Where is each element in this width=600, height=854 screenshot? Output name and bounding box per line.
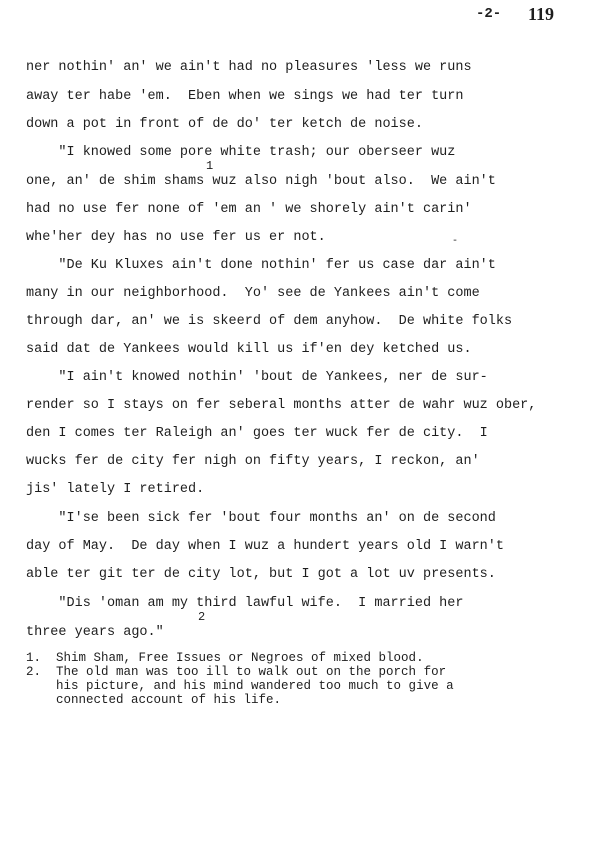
body-line: jis' lately I retired. [26,482,205,497]
body-line: away ter habe 'em. Eben when we sings we had ter turn [26,89,464,104]
body-line: whe'her dey has no use fer us er not. [26,230,326,245]
body-line: "De Ku Kluxes ain't done nothin' fer us case dar ain't [26,258,496,273]
body-line: den I comes ter Raleigh an' goes ter wuck fer de city. I [26,426,488,441]
body-line: render so I stays on fer seberal months atter de wahr wuz ober, [26,398,537,413]
body-line: day of May. De day when I wuz a hundert years old I warn't [26,539,504,554]
footnote-1: 1. Shim Sham, Free Issues or Negroes of mixed blood. [26,651,424,665]
footnote-2-cont: connected account of his life. [26,693,282,707]
body-line: able ter git ter de city lot, but I got a lot uv presents. [26,567,496,582]
body-line: "I'se been sick fer 'bout four months an' on de second [26,511,496,526]
body-line: had no use fer none of 'em an ' we shorely ain't carin' [26,202,472,217]
footnote-marker: 1 [206,159,214,173]
body-line: ner nothin' an' we ain't had no pleasures 'less we runs [26,60,472,75]
body-line: one, an' de shim shams wuz also nigh 'bout also. We ain't [26,174,496,189]
body-line: through dar, an' we is skeerd of dem anyhow. De white folks [26,314,513,329]
body-line: said dat de Yankees would kill us if'en dey ketched us. [26,342,472,357]
body-line: "I ain't knowed nothin' 'bout de Yankees, ner de sur- [26,370,488,385]
footnote-2-cont: his picture, and his mind wandered too much to give a [26,679,454,693]
body-line: many in our neighborhood. Yo' see de Yankees ain't come [26,286,480,301]
page-number: 119 [528,4,555,24]
footnote-2: 2. The old man was too ill to walk out on the porch for [26,665,447,679]
body-line: "I knowed some pore white trash; our oberseer wuz [26,145,456,160]
section-number: -2- [476,6,502,22]
footnote-marker: 2 [198,610,206,624]
stray-mark: - [452,236,459,247]
body-line: "Dis 'oman am my third lawful wife. I married her [26,596,464,611]
body-line: down a pot in front of de do' ter ketch de noise. [26,117,423,132]
body-line: wucks fer de city fer nigh on fifty years, I reckon, an' [26,454,480,469]
body-line: three years ago." [26,625,164,640]
